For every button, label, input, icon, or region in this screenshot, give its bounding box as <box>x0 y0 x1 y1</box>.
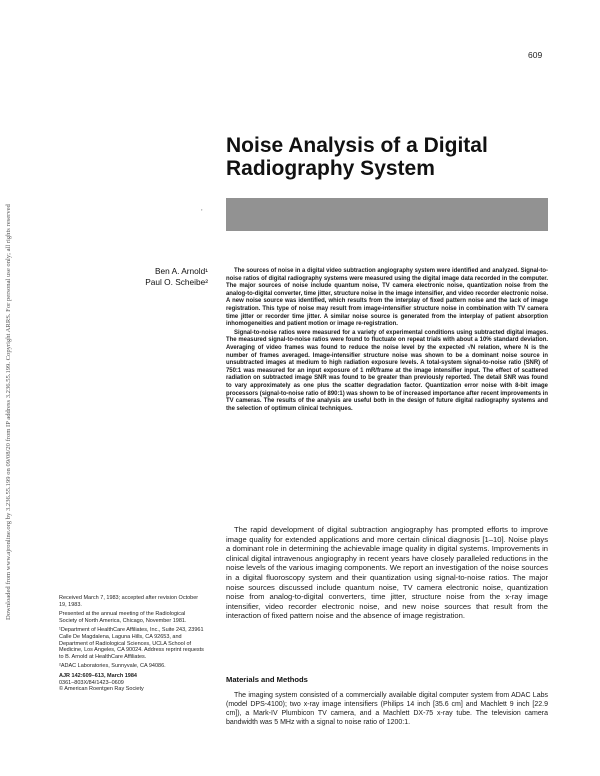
title-gray-band <box>226 198 548 231</box>
authors <box>108 266 208 287</box>
footnote-affiliation-2: ²ADAC Laboratories, Sunnyvale, CA 94086. <box>59 663 166 670</box>
decorative-dot: , <box>201 206 203 212</box>
journal-citation: AJR 142:609–613, March 1984 <box>59 672 137 679</box>
issn: 0361–803X/84/1423–0609 <box>59 679 124 686</box>
methods-text <box>226 691 548 727</box>
author-2: Paul O. Scheibe² <box>145 276 208 287</box>
title-line-2: Radiography System <box>226 157 435 180</box>
copyright: © American Roentgen Ray Society <box>59 686 144 693</box>
abstract-paragraph-2: Signal-to-noise ratios were measured for a variety of experimental conditions using subtracted digital images. The measured signal-to-noise ratios were found to fluctuate on repeat trials with about a 10% standard deviation. Averaging of video frames was found to reduce the noise level by the expected √N relation, where N is the number of frames averaged. Image-intensifier structure noise was shown to be a dominant noise source in unsubtracted images at medium to high radiation exposure levels. A total-system signal-to-noise ratio (SNR) of 750:1 was measured for an input exposure of 1 mR/frame at the image intensifier input. The effect of scattered radiation on subtracted image SNR was found to be greater than previously reported. The detail SNR was found to vary approximately as one plus the scatter degradation factor. Quantization error noise with 8-bit image processors (signal-to-noise ratio of 890:1) was shown to be of increased importance after recent improvements in TV cameras. The results of the analysis are useful both in the design of future digital radiography systems and the selection of optimum clinical techniques. <box>226 329 548 412</box>
methods-heading: Materials and Methods <box>226 675 308 684</box>
download-watermark: Downloaded from www.ajronline.org by 3.236.55.199 on 09/08/20 from IP address 3.236.55.199. Copyright ARRS. For personal use only; all rights reserved <box>5 204 12 620</box>
article-title <box>226 134 526 180</box>
abstract <box>226 268 548 414</box>
author-1: Ben A. Arnold¹ <box>154 266 208 276</box>
page-number: 609 <box>528 50 543 60</box>
methods-paragraph: The imaging system consisted of a commercially available digital computer system from ADAC Labs (model DPS-4100); two x-ray image intensifiers (Philips 14 inch [35.6 cm] and Machlett 9 inch [22.9 cm]), a Mark-IV Plumbicon TV camera, and a Machlett DX-75 x-ray tube. The television camera bandwidth was 5 MHz with a signal to noise ratio of 1200:1. <box>226 692 548 726</box>
footnotes <box>59 595 204 693</box>
footnote-received: Received March 7, 1983; accepted after revision October 19, 1983. <box>59 595 199 608</box>
footnote-affiliation-1: ¹Department of HealthCare Affiliates, Inc., Suite 243, 23961 Calle De Magdalena, Laguna Hills, CA 92653, and Department of Radiological Sciences, UCLA School of Medicine, Los Angeles, CA 90024. Address reprint requests to B. Arnold at HealthCare Affiliates. <box>59 627 204 660</box>
intro-paragraph: The rapid development of digital subtraction angiography has prompted efforts to improve image quality for extended applications and more certain clinical diagnosis [1–10]. Noise plays a dominant role in determining the achievable image quality in digital systems. Improvements in clinical digital intravenous angiography in recent years have closely paralleled reductions in the noise levels of the various imaging components. We report an investigation of the noise sources in a digital fluoroscopy system and their quantization using signal-to-noise ratios. The major noise sources discussed include quantum noise, TV camera electronic noise, quantization noise from analog-to-digital converters, time jitter, structure noise from the x-ray image intensifier, video recorder electronic noise, and new noise sources that result from the interaction of fixed pattern noise and the absence of image registration. <box>226 525 548 621</box>
footnote-presented: Presented at the annual meeting of the Radiological Society of North America, Chicago, November 1981. <box>59 611 187 624</box>
abstract-paragraph-1: The sources of noise in a digital video subtraction angiography system were identified and analyzed. Signal-to-noise ratios of digital radiography systems were measured using the digital image data recorded in the computer. The major sources of noise include quantum noise, TV camera electronic noise, quantization noise from the analog-to-digital converter, time jitter, structure noise in the image intensifier, and video recorder electronic noise. A new noise source was identified, which results from the interplay of fixed pattern noise and the lack of image registration. This type of noise may result from image-intensifier structure noise in combination with TV camera time jitter or recorder time jitter. A similar noise source is generated from the interplay of patient absorption inhomogeneities and patient motion or image re-registration. <box>226 268 548 328</box>
title-line-1: Noise Analysis of a Digital <box>226 134 488 157</box>
introduction <box>226 525 548 621</box>
